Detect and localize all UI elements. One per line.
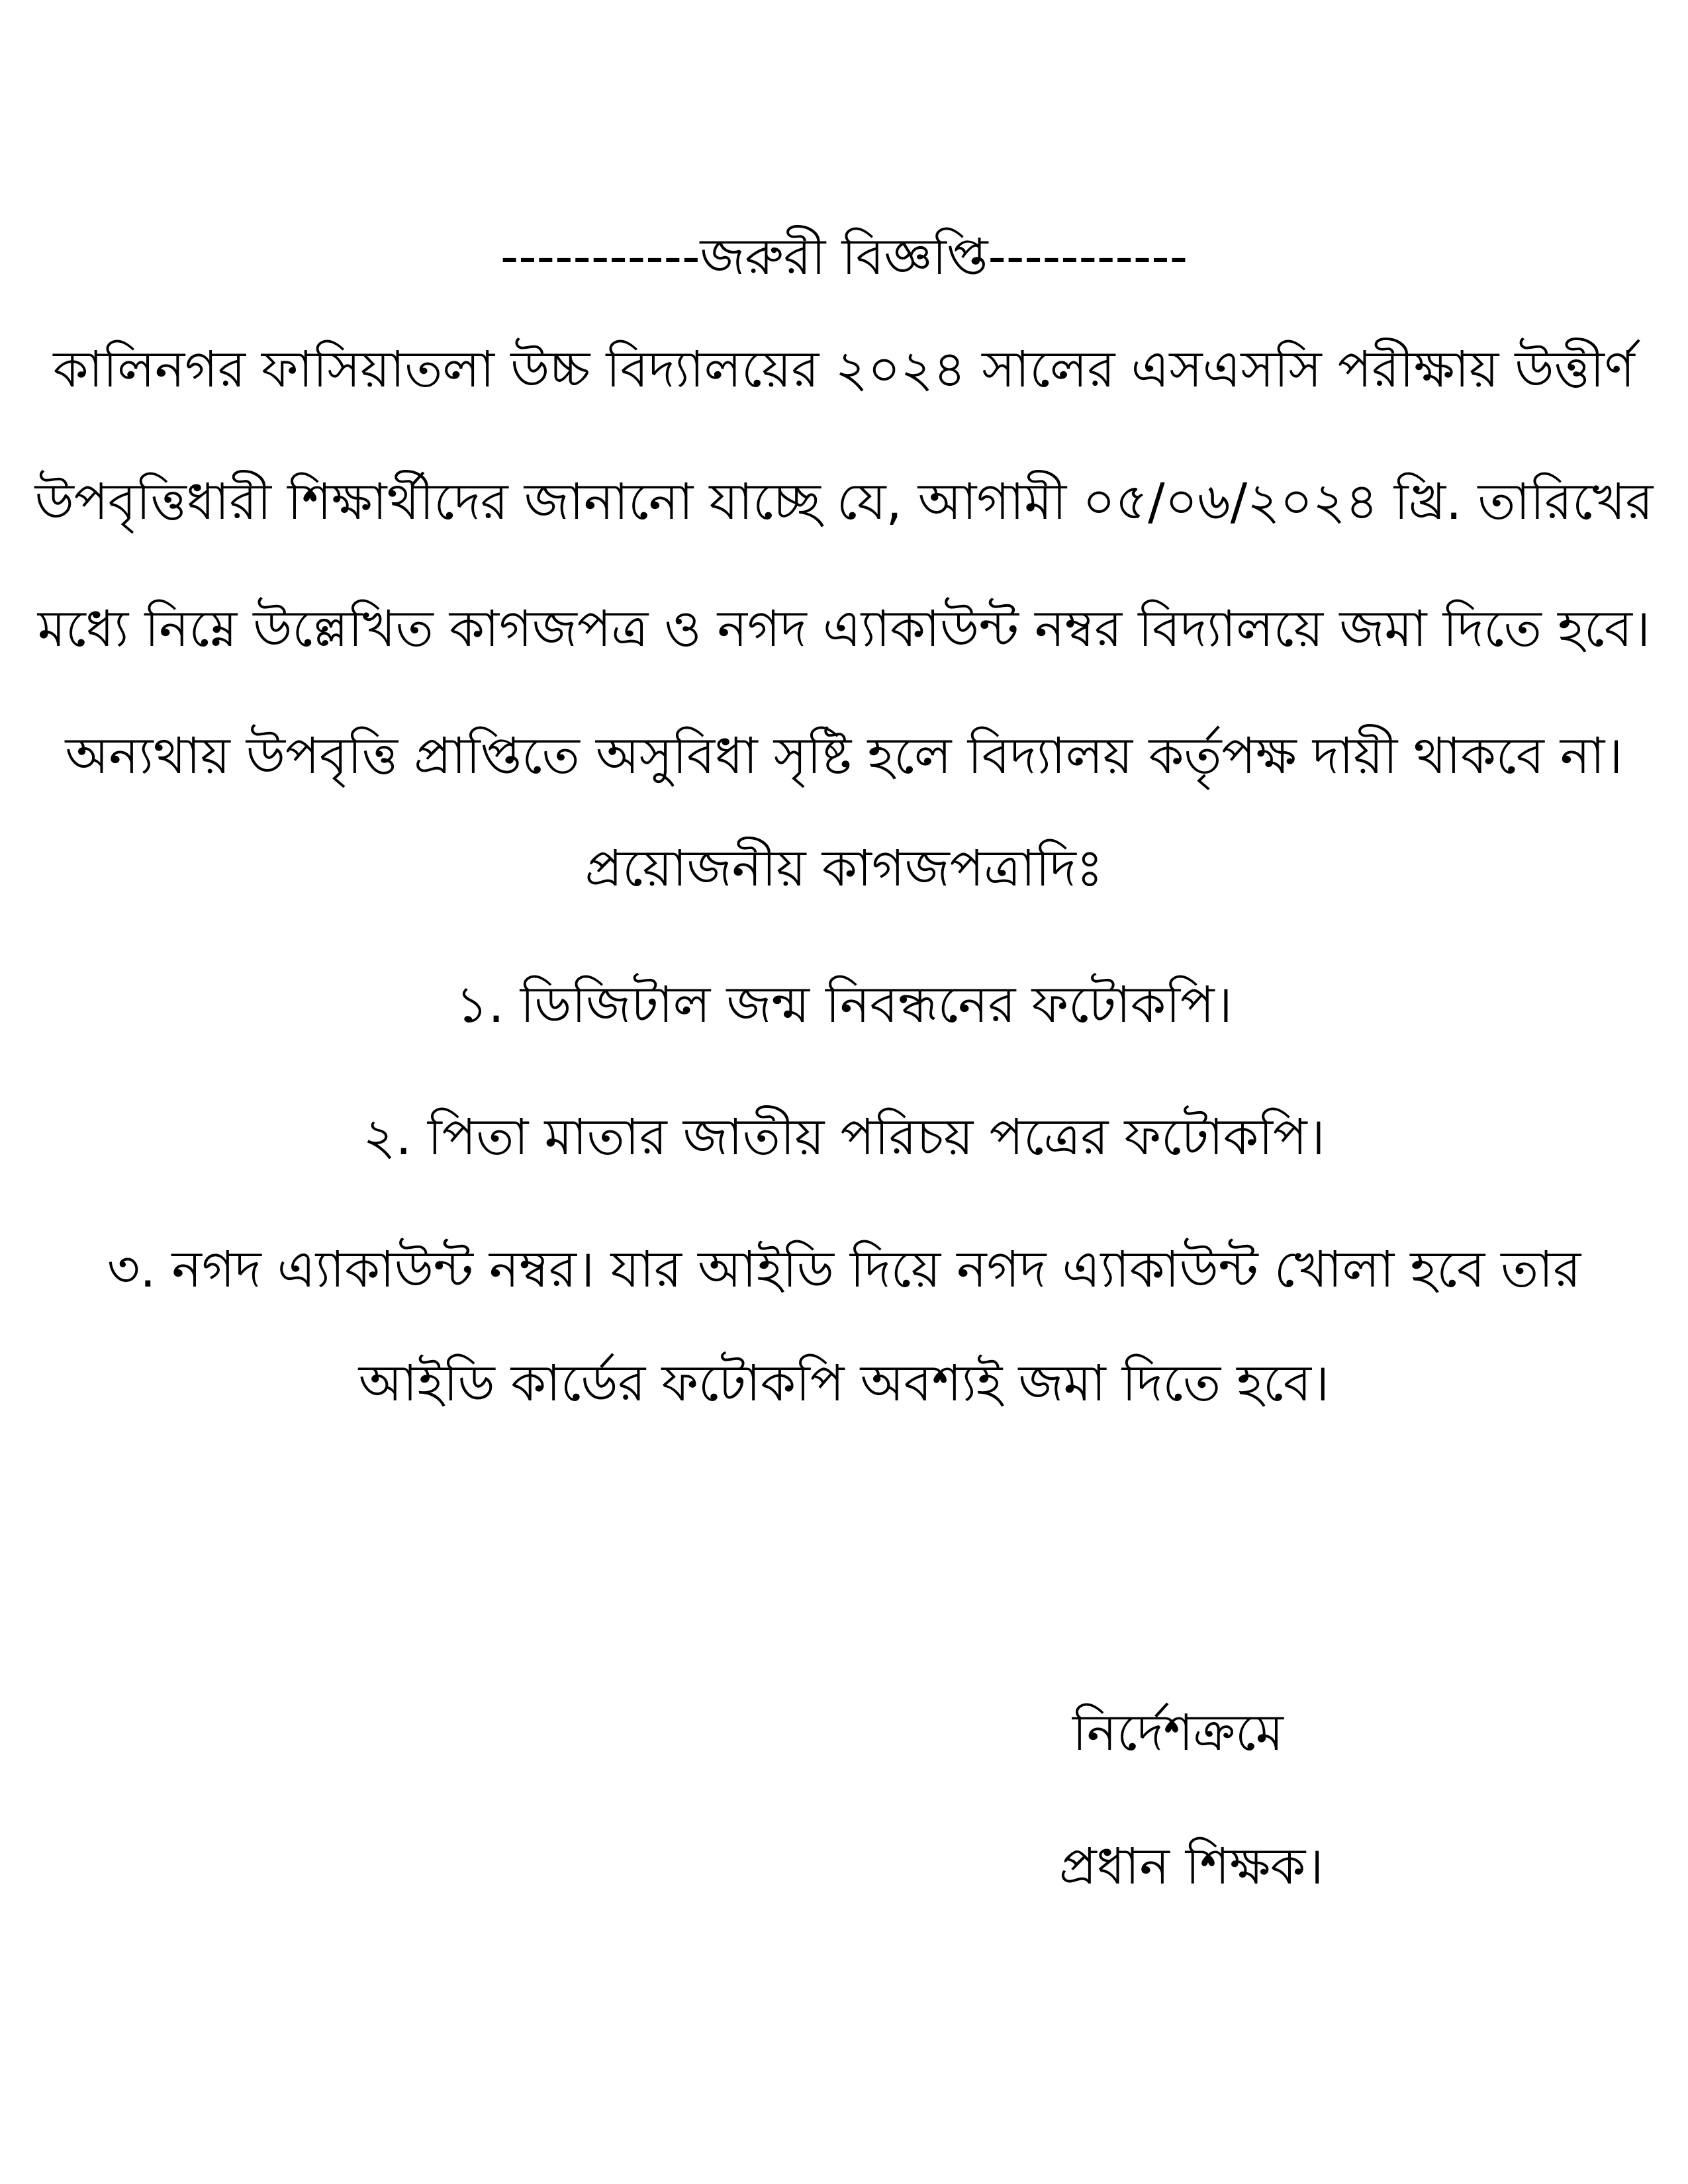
notice-body-line-3: মধ্যে নিম্নে উল্লেখিত কাগজপত্র ও নগদ এ্যাকাউন্ট নম্বর বিদ্যালয়ে জমা দিতে হবে। — [37, 599, 1651, 658]
document-item-3-continued: আইডি কার্ডের ফটোকপি অবশ্যই জমা দিতে হবে। — [358, 1353, 1330, 1412]
signature-title: প্রধান শিক্ষক। — [1059, 1837, 1324, 1895]
notice-body-line-1: কালিনগর ফাসিয়াতলা উচ্চ বিদ্যালয়ের ২০২৪ সালের এসএসসি পরীক্ষায় উত্তীর্ণ — [53, 340, 1635, 398]
document-item-2: ২. পিতা মাতার জাতীয় পরিচয় পত্রের ফটোকপি। — [363, 1107, 1325, 1166]
signature-by-order: নির্দেশক্রমে — [1072, 1703, 1284, 1762]
notice-body-line-2: উপবৃত্তিধারী শিক্ষার্থীদের জানানো যাচ্ছে যে, আগামী ০৫/০৬/২০২৪ খ্রি. তারিখের — [34, 472, 1654, 531]
document-item-3: ৩. নগদ এ্যাকাউন্ট নম্বর। যার আইডি দিয়ে নগদ এ্যাকাউন্ট খোলা হবে তার — [107, 1240, 1581, 1298]
documents-heading: প্রয়োজনীয় কাগজপত্রাদিঃ — [585, 839, 1103, 897]
notice-heading: -----------জরুরী বিজ্ঞপ্তি----------- — [500, 227, 1188, 286]
document-item-1: ১. ডিজিটাল জন্ম নিবন্ধনের ফটোকপি। — [455, 975, 1233, 1034]
notice-body-line-4: অন্যথায় উপবৃত্তি প্রাপ্তিতে অসুবিধা সৃষ্টি হলে বিদ্যালয় কর্তৃপক্ষ দায়ী থাকবে না। — [65, 726, 1623, 785]
